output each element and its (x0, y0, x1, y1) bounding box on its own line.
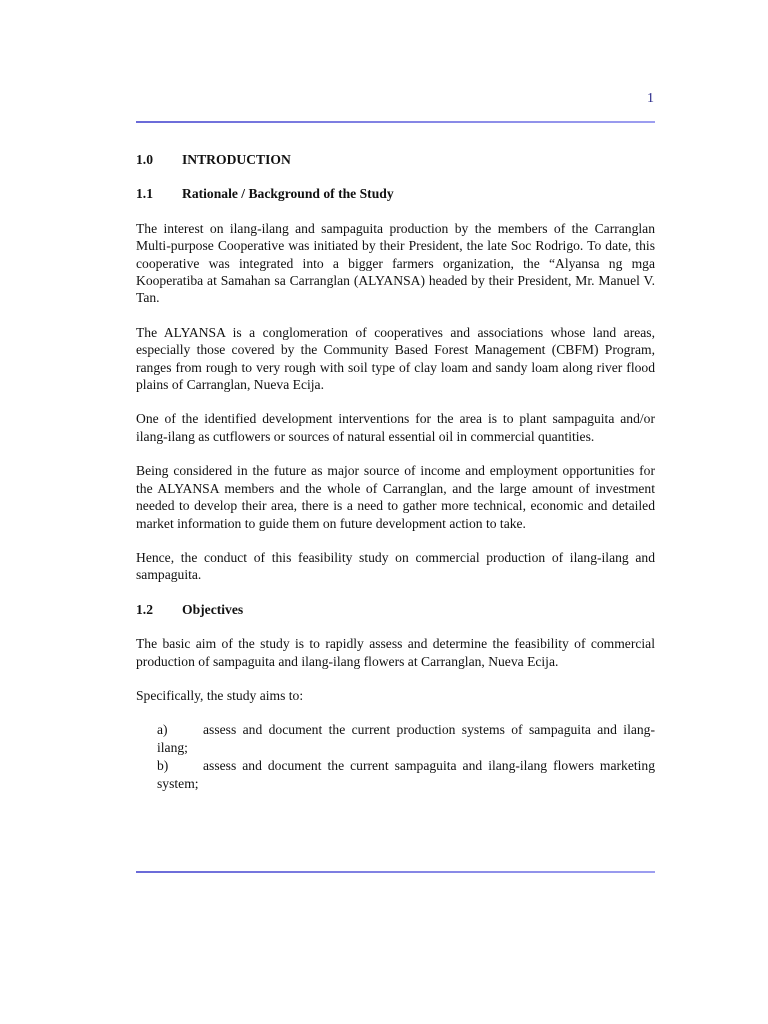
list-marker: b) (157, 758, 169, 774)
section-title: Objectives (182, 601, 244, 617)
section-heading-introduction (136, 151, 655, 168)
page-number: 1 (647, 91, 654, 106)
header-rule (136, 121, 655, 123)
section-title: INTRODUCTION (182, 152, 291, 167)
paragraph-specifically: Specifically, the study aims to: (136, 687, 304, 703)
section-title: Rationale / Background of the Study (182, 186, 394, 202)
paragraph-interventions: One of the identified development interventions for the area is to plant sampaguita and/or ilang-ilang as cutflowers or sources of natural essential oil in commercial quantities. (136, 411, 655, 444)
list-text: assess and document the current production systems of sampaguita and ilang-ilang; (157, 722, 655, 755)
paragraph-interest: The interest on ilang-ilang and sampaguita production by the members of the Carranglan Multi-purpose Cooperative was initiated by their President, the late Soc Rodrigo. To date, this cooperative was integrated into a bigger farmers organization, the “Alyansa ng mga Kooperatiba at Samahan sa Carranglan (ALYANSA) headed by their President, Mr. Manuel V. Tan. (136, 220, 655, 306)
section-heading-rationale (136, 185, 655, 202)
list-text: assess and document the current sampaguita and ilang-ilang flowers marketing system; (157, 758, 655, 791)
section-number: 1.2 (136, 601, 153, 617)
objectives-list (157, 721, 655, 792)
list-item (157, 721, 655, 756)
paragraph-future: Being considered in the future as major source of income and employment opportunities for the ALYANSA members and the whole of Carranglan, and the large amount of investment needed to develop their area, there is a need to gather more technical, economic and detailed market information to guide them on future development action to take. (136, 463, 655, 531)
list-item (157, 757, 655, 792)
section-number: 1.1 (136, 186, 153, 202)
paragraph-alyansa: The ALYANSA is a conglomeration of cooperatives and associations whose land areas, especially those covered by the Community Based Forest Management (CBFM) Program, ranges from rough to very rough with soil type of clay loam and sandy loam along river flood plains of Carranglan, Nueva Ecija. (136, 324, 655, 393)
footer-rule (136, 871, 655, 873)
document-body (136, 151, 655, 793)
paragraph-basic-aim: The basic aim of the study is to rapidly assess and determine the feasibility of commercial production of sampaguita and ilang-ilang flowers at Carranglan, Nueva Ecija. (136, 636, 655, 669)
paragraph-feasibility: Hence, the conduct of this feasibility study on commercial production of ilang-ilang and sampaguita. (136, 549, 655, 583)
section-number: 1.0 (136, 152, 153, 167)
section-heading-objectives (136, 601, 655, 618)
list-marker: a) (157, 722, 168, 738)
